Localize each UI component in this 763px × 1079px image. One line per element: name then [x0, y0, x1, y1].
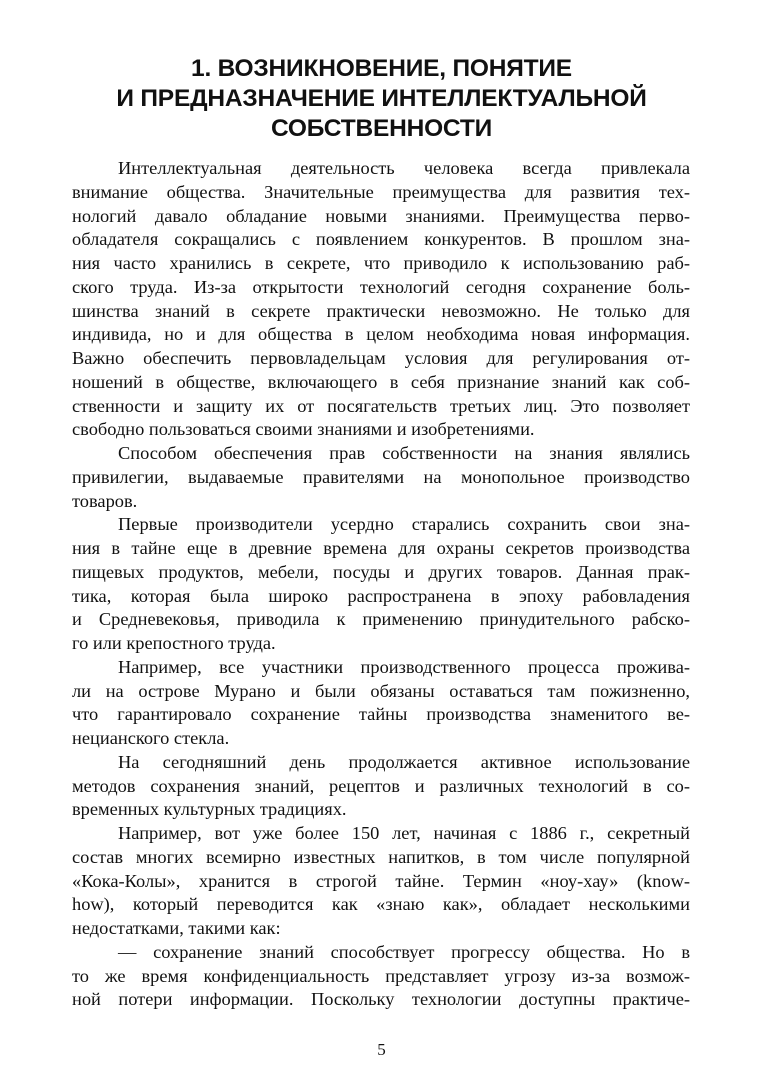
chapter-title — [0, 54, 763, 144]
text-line: how), который переводится как «знаю как», обладает несколькими — [72, 894, 690, 915]
text-line: пищевых продуктов, мебели, посуды и других товаров. Данная прак- — [72, 561, 690, 582]
text-line: состав многих всемирно известных напитков, в том числе популярной — [72, 846, 690, 867]
text-line: индивида, но и для общества в целом необходима новая информация. — [72, 324, 690, 345]
title-line: И ПРЕДНАЗНАЧЕНИЕ ИНТЕЛЛЕКТУАЛЬНОЙ — [116, 85, 647, 112]
body-text — [72, 157, 690, 1012]
text-line: методов сохранения знаний, рецептов и различных технологий в со- — [72, 775, 690, 796]
text-line: Первые производители усердно старались сохранить свои зна- — [118, 514, 690, 535]
text-line: «Кока-Колы», хранится в строгой тайне. Термин «ноу-хау» (know- — [72, 870, 690, 891]
text-line: ния часто хранились в секрете, что приводило к использованию раб- — [72, 253, 690, 273]
text-line: Например, вот уже более 150 лет, начиная с 1886 г., секретный — [118, 823, 690, 843]
paragraph — [72, 442, 690, 513]
page-number: 5 — [377, 1040, 386, 1059]
text-line: обладателя сокращались с появлением конкурентов. В прошлом зна- — [72, 229, 690, 250]
text-line: товаров. — [72, 490, 138, 511]
title-line: СОБСТВЕННОСТИ — [270, 115, 492, 142]
text-line: ли на острове Мурано и были обязаны оставаться там пожизненно, — [72, 680, 690, 701]
text-line: Например, все участники производственного процесса прожива- — [118, 656, 690, 677]
text-line: временных культурных традициях. — [72, 799, 347, 820]
paragraph — [72, 822, 690, 941]
text-line: тика, которая была широко распространена в эпоху рабовладения — [72, 585, 690, 606]
text-line: свободно пользоваться своими знаниями и изобретениями. — [72, 419, 535, 440]
text-line: ношений в обществе, включающего в себя признание знаний как соб- — [72, 371, 690, 392]
text-line: что гарантировало сохранение тайны производства знаменитого ве- — [72, 704, 690, 725]
paragraph — [72, 751, 690, 822]
text-line: ной потери информации. Поскольку технологии доступны практиче- — [72, 989, 690, 1010]
title-line: 1. ВОЗНИКНОВЕНИЕ, ПОНЯТИЕ — [191, 55, 572, 82]
text-line: ского труда. Из-за открытости технологий сегодня сохранение боль- — [72, 276, 690, 297]
text-line: Способом обеспечения прав собственности на знания являлись — [118, 443, 690, 463]
text-line: и Средневековья, приводила к применению принудительного рабско- — [72, 609, 690, 630]
paragraph — [72, 941, 690, 1012]
text-line: На сегодняшний день продолжается активное использование — [118, 751, 690, 772]
text-line: ственности и защиту их от посягательств третьих лиц. Это позволяет — [72, 395, 690, 416]
text-line: шинства знаний в секрете практически невозможно. Не только для — [72, 300, 690, 321]
text-line: привилегии, выдаваемые правителями на монопольное производство — [72, 466, 690, 487]
paragraph — [72, 513, 690, 656]
text-line: го или крепостного труда. — [72, 633, 276, 653]
text-line: нологий давало обладание новыми знаниями. Преимущества перво- — [72, 205, 690, 226]
text-line: ния в тайне еще в древние времена для охраны секретов производства — [72, 538, 690, 558]
paragraph — [72, 656, 690, 751]
text-line: Важно обеспечить первовладельцам условия для регулирования от- — [72, 348, 690, 368]
text-line: внимание общества. Значительные преимущества для развития тех- — [72, 181, 690, 202]
text-line: Интеллектуальная деятельность человека всегда привлекала — [118, 158, 690, 178]
text-line: то же время конфиденциальность представляет угрозу из-за возмож- — [72, 965, 690, 986]
paragraph — [72, 157, 690, 442]
text-line: нецианского стекла. — [72, 728, 230, 748]
text-line: — сохранение знаний способствует прогрессу общества. Но в — [118, 941, 690, 962]
text-line: недостатками, такими как: — [72, 918, 281, 938]
